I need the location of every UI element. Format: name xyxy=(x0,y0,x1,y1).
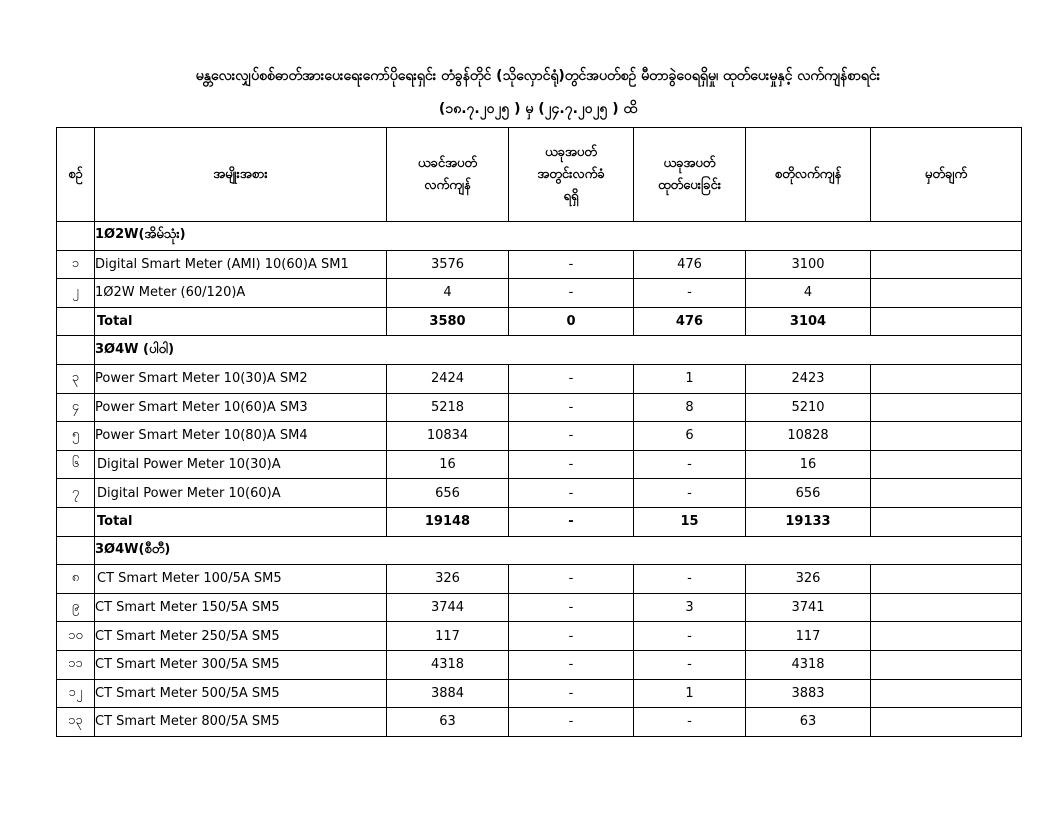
header-received: ယခုအပတ် အတွင်းလက်ခံ ရရှိ xyxy=(509,128,634,222)
remarks-cell xyxy=(871,479,1022,508)
total-issued: 476 xyxy=(634,307,746,336)
table-row xyxy=(57,450,1022,479)
group-serial-cell xyxy=(57,336,95,365)
serial-cell: ၅ xyxy=(57,422,95,451)
issued-cell: - xyxy=(634,279,746,308)
total-received: 0 xyxy=(509,307,634,336)
issued-cell: - xyxy=(634,479,746,508)
issued-cell: - xyxy=(634,708,746,737)
total-received: - xyxy=(509,507,634,536)
group-serial-cell xyxy=(57,222,95,251)
previous-balance-cell: 4 xyxy=(387,279,509,308)
previous-balance-cell: 3576 xyxy=(387,250,509,279)
issued-cell: - xyxy=(634,622,746,651)
store-balance-cell: 3100 xyxy=(746,250,871,279)
issued-cell: - xyxy=(634,450,746,479)
received-cell: - xyxy=(509,450,634,479)
store-balance-cell: 4 xyxy=(746,279,871,308)
store-balance-cell: 10828 xyxy=(746,422,871,451)
store-balance-cell: 117 xyxy=(746,622,871,651)
received-cell: - xyxy=(509,622,634,651)
header-type: အမျိုးအစား xyxy=(95,128,387,222)
store-balance-cell: 63 xyxy=(746,708,871,737)
type-cell: CT Smart Meter 500/5A SM5 xyxy=(95,679,387,708)
serial-cell: ၆ xyxy=(57,450,95,479)
type-cell: CT Smart Meter 150/5A SM5 xyxy=(95,593,387,622)
table-row xyxy=(57,279,1022,308)
previous-balance-cell: 656 xyxy=(387,479,509,508)
header-serial: စဉ် xyxy=(57,128,95,222)
type-cell: 1Ø2W Meter (60/120)A xyxy=(95,279,387,308)
type-cell: Digital Power Meter 10(60)A xyxy=(95,479,387,508)
remarks-cell xyxy=(871,565,1022,594)
group-label: 1Ø2W(အိမ်သုံး) xyxy=(95,222,1022,251)
issued-cell: 1 xyxy=(634,679,746,708)
issued-cell: 8 xyxy=(634,393,746,422)
previous-balance-cell: 117 xyxy=(387,622,509,651)
total-store-balance: 3104 xyxy=(746,307,871,336)
total-store-balance: 19133 xyxy=(746,507,871,536)
total-label: Total xyxy=(95,307,387,336)
total-row xyxy=(57,507,1022,536)
issued-cell: 1 xyxy=(634,364,746,393)
table-row xyxy=(57,679,1022,708)
received-cell: - xyxy=(509,650,634,679)
previous-balance-cell: 3884 xyxy=(387,679,509,708)
header-issued: ယခုအပတ် ထုတ်ပေးခြင်း xyxy=(634,128,746,222)
serial-cell: ၃ xyxy=(57,364,95,393)
store-balance-cell: 4318 xyxy=(746,650,871,679)
type-cell: Power Smart Meter 10(30)A SM2 xyxy=(95,364,387,393)
table-row xyxy=(57,250,1022,279)
store-balance-cell: 3741 xyxy=(746,593,871,622)
previous-balance-cell: 3744 xyxy=(387,593,509,622)
total-issued: 15 xyxy=(634,507,746,536)
total-serial-cell xyxy=(57,307,95,336)
remarks-cell xyxy=(871,279,1022,308)
issued-cell: - xyxy=(634,650,746,679)
issued-cell: 476 xyxy=(634,250,746,279)
previous-balance-cell: 4318 xyxy=(387,650,509,679)
remarks-cell xyxy=(871,393,1022,422)
total-remarks-cell xyxy=(871,507,1022,536)
group-label: 3Ø4W (ပါဝါ) xyxy=(95,336,1022,365)
previous-balance-cell: 326 xyxy=(387,565,509,594)
type-cell: CT Smart Meter 100/5A SM5 xyxy=(95,565,387,594)
header-remarks: မှတ်ချက် xyxy=(871,128,1022,222)
remarks-cell xyxy=(871,622,1022,651)
received-cell: - xyxy=(509,593,634,622)
type-cell: CT Smart Meter 800/5A SM5 xyxy=(95,708,387,737)
store-balance-cell: 3883 xyxy=(746,679,871,708)
previous-balance-cell: 5218 xyxy=(387,393,509,422)
serial-cell: ၁ xyxy=(57,250,95,279)
table-row xyxy=(57,708,1022,737)
type-cell: Power Smart Meter 10(80)A SM4 xyxy=(95,422,387,451)
type-cell: CT Smart Meter 250/5A SM5 xyxy=(95,622,387,651)
issued-cell: 3 xyxy=(634,593,746,622)
previous-balance-cell: 63 xyxy=(387,708,509,737)
type-cell: Power Smart Meter 10(60)A SM3 xyxy=(95,393,387,422)
group-header-row xyxy=(57,222,1022,251)
total-previous-balance: 3580 xyxy=(387,307,509,336)
table-row xyxy=(57,364,1022,393)
remarks-cell xyxy=(871,708,1022,737)
received-cell: - xyxy=(509,679,634,708)
serial-cell: ၁၀ xyxy=(57,622,95,651)
remarks-cell xyxy=(871,450,1022,479)
document-date-range: (၁၈.၇.၂၀၂၅ ) မှ (၂၄.၇.၂၀၂၅ ) ထိ xyxy=(438,101,638,117)
document-title: မန္တလေးလျှပ်စစ်ဓာတ်အားပေးရေးကော်ပိုရေးရှင်း တံခွန်တိုင် (သိုလှောင်ရုံ)တွင်အပတ်စဉ် မီတာခွဲဝေရရှိမှု၊ ထုတ်ပေးမှုနှင့် လက်ကျန်စာရင်း xyxy=(195,68,881,84)
type-cell: Digital Smart Meter (AMI) 10(60)A SM1 xyxy=(95,250,387,279)
header-store-balance: စတိုလက်ကျန် xyxy=(746,128,871,222)
remarks-cell xyxy=(871,422,1022,451)
group-header-row xyxy=(57,536,1022,565)
group-header-row xyxy=(57,336,1022,365)
received-cell: - xyxy=(509,565,634,594)
store-balance-cell: 656 xyxy=(746,479,871,508)
serial-cell: ၁၃ xyxy=(57,708,95,737)
issued-cell: - xyxy=(634,565,746,594)
serial-cell: ၉ xyxy=(57,593,95,622)
total-previous-balance: 19148 xyxy=(387,507,509,536)
store-balance-cell: 326 xyxy=(746,565,871,594)
meter-inventory-table xyxy=(56,127,1022,737)
store-balance-cell: 5210 xyxy=(746,393,871,422)
table-row xyxy=(57,622,1022,651)
remarks-cell xyxy=(871,364,1022,393)
serial-cell: ၇ xyxy=(57,479,95,508)
store-balance-cell: 2423 xyxy=(746,364,871,393)
table-row xyxy=(57,565,1022,594)
issued-cell: 6 xyxy=(634,422,746,451)
received-cell: - xyxy=(509,364,634,393)
remarks-cell xyxy=(871,679,1022,708)
received-cell: - xyxy=(509,708,634,737)
group-label: 3Ø4W(စီတီ) xyxy=(95,536,1022,565)
header-row xyxy=(57,128,1022,222)
remarks-cell xyxy=(871,250,1022,279)
table-row xyxy=(57,650,1022,679)
previous-balance-cell: 2424 xyxy=(387,364,509,393)
serial-cell: ၄ xyxy=(57,393,95,422)
total-row xyxy=(57,307,1022,336)
group-serial-cell xyxy=(57,536,95,565)
received-cell: - xyxy=(509,479,634,508)
total-remarks-cell xyxy=(871,307,1022,336)
table-row xyxy=(57,593,1022,622)
received-cell: - xyxy=(509,422,634,451)
serial-cell: ၂ xyxy=(57,279,95,308)
header-previous-balance: ယခင်အပတ် လက်ကျန် xyxy=(387,128,509,222)
table-body xyxy=(57,222,1022,737)
remarks-cell xyxy=(871,593,1022,622)
table-row xyxy=(57,393,1022,422)
received-cell: - xyxy=(509,279,634,308)
previous-balance-cell: 16 xyxy=(387,450,509,479)
serial-cell: ၁၂ xyxy=(57,679,95,708)
table-row xyxy=(57,422,1022,451)
received-cell: - xyxy=(509,250,634,279)
table-row xyxy=(57,479,1022,508)
serial-cell: ၈ xyxy=(57,565,95,594)
type-cell: CT Smart Meter 300/5A SM5 xyxy=(95,650,387,679)
type-cell: Digital Power Meter 10(30)A xyxy=(95,450,387,479)
total-label: Total xyxy=(95,507,387,536)
serial-cell: ၁၁ xyxy=(57,650,95,679)
received-cell: - xyxy=(509,393,634,422)
previous-balance-cell: 10834 xyxy=(387,422,509,451)
total-serial-cell xyxy=(57,507,95,536)
store-balance-cell: 16 xyxy=(746,450,871,479)
remarks-cell xyxy=(871,650,1022,679)
